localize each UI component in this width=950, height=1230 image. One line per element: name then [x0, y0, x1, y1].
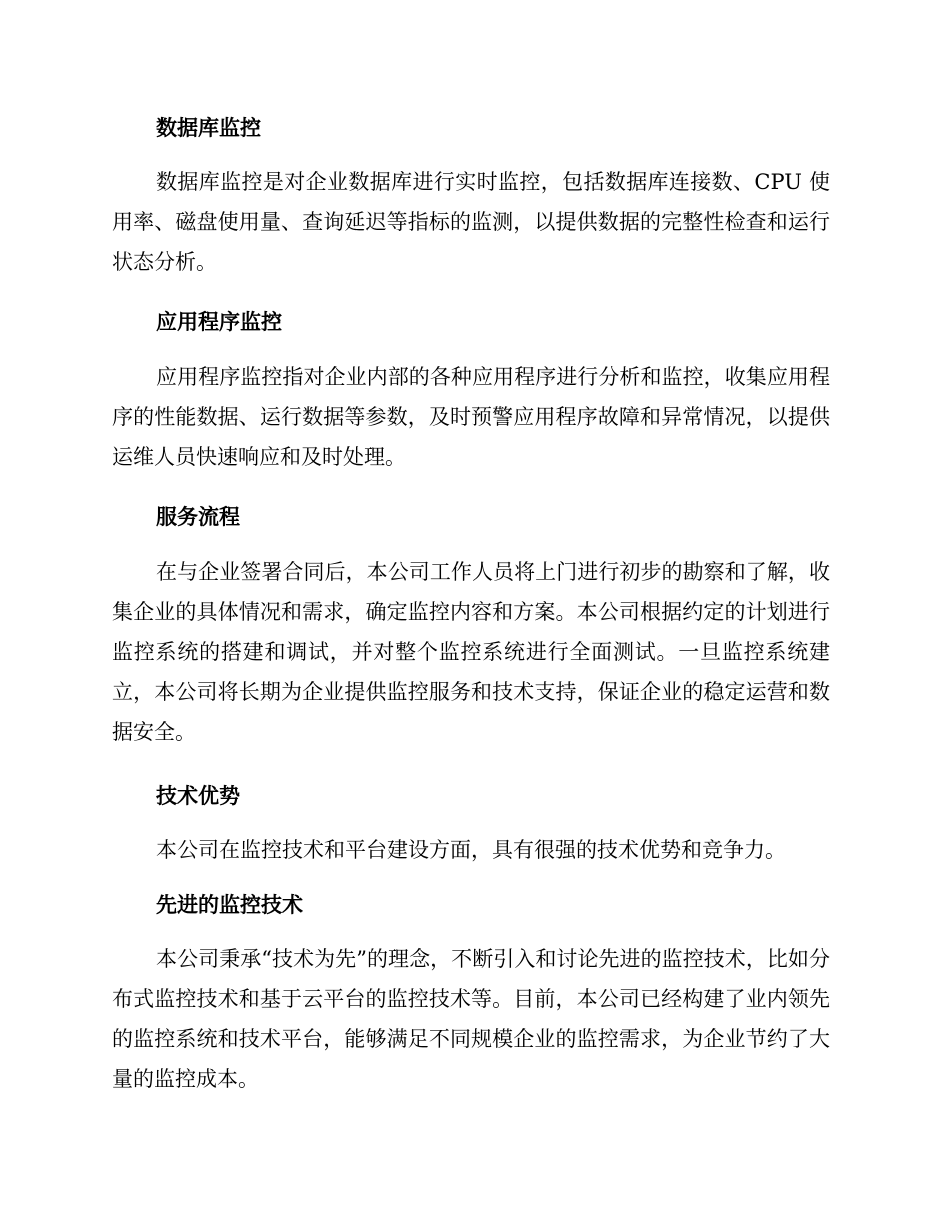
section-body-application-monitoring: 应用程序监控指对企业内部的各种应用程序进行分析和监控，收集应用程序的性能数据、运行数据等参数，及时预警应用程序故障和异常情况，以提供运维人员快速响应和及时处理。	[112, 365, 830, 469]
section-body-advanced-monitoring-tech: 本公司秉承“技术为先”的理念，不断引入和讨论先进的监控技术，比如分布式监控技术和基于云平台的监控技术等。目前，本公司已经构建了业内领先的监控系统和技术平台，能够满足不同规模企业的监控需求，为企业节约了大量的监控成本。	[112, 947, 830, 1091]
section-heading-application-monitoring: 应用程序监控	[156, 310, 282, 334]
section-body-technical-advantages: 本公司在监控技术和平台建设方面，具有很强的技术优势和竞争力。	[156, 838, 786, 862]
section-heading-advanced-monitoring-tech: 先进的监控技术	[156, 893, 303, 917]
section-heading-database-monitoring: 数据库监控	[156, 116, 261, 140]
section-body-service-process: 在与企业签署合同后，本公司工作人员将上门进行初步的勘察和了解，收集企业的具体情况和需求，确定监控内容和方案。本公司根据约定的计划进行监控系统的搭建和调试，并对整个监控系统进行全面测试。一旦监控系统建立，本公司将长期为企业提供监控服务和技术支持，保证企业的稳定运营和数据安全。	[112, 560, 830, 744]
section-heading-technical-advantages: 技术优势	[156, 784, 240, 808]
section-body-database-monitoring: 数据库监控是对企业数据库进行实时监控，包括数据库连接数、CPU 使用率、磁盘使用量、查询延迟等指标的监测，以提供数据的完整性检查和运行状态分析。	[112, 170, 830, 274]
section-heading-service-process: 服务流程	[156, 505, 240, 529]
